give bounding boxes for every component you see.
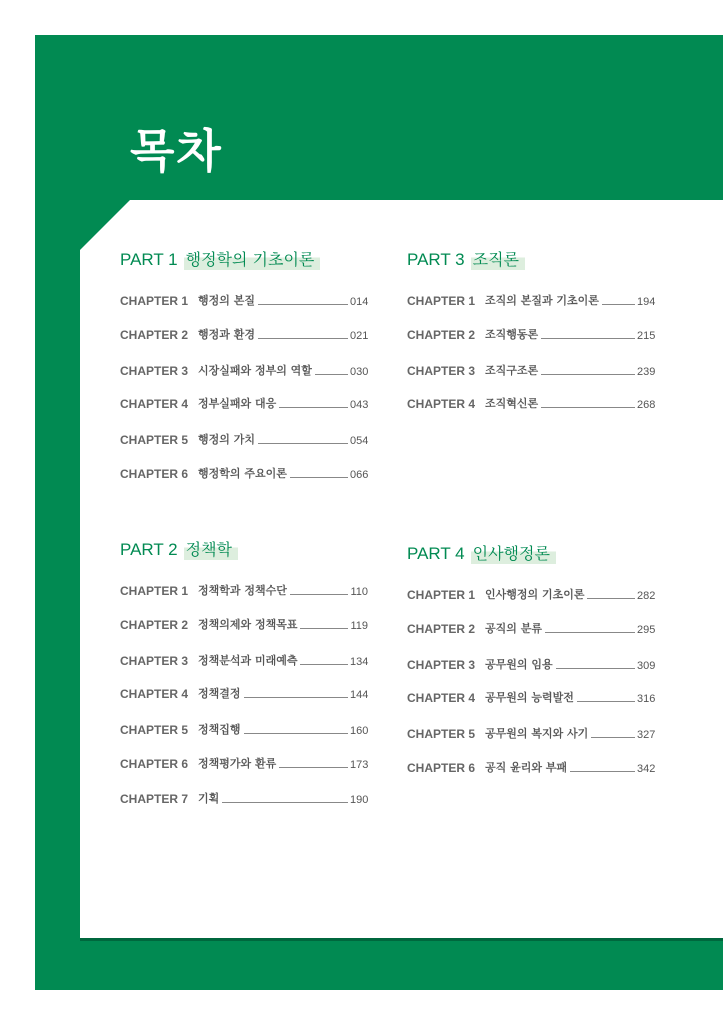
chapter-number: CHAPTER 1 (120, 294, 189, 308)
chapter-number: CHAPTER 3 (407, 364, 476, 378)
part-name: 인사행정론 (471, 541, 556, 564)
leader-line (315, 374, 348, 375)
part-heading (120, 247, 320, 270)
leader-line (570, 771, 635, 772)
chapter-title: 공직 윤리와 부패 (485, 761, 568, 774)
leader-line (556, 668, 635, 669)
leader-line (258, 443, 348, 444)
chapter-title: 조직혁신론 (485, 397, 539, 410)
toc-entry[interactable] (407, 759, 655, 775)
page-number: 194 (637, 296, 656, 308)
page-number: 215 (637, 330, 656, 342)
chapter-number: CHAPTER 2 (120, 328, 189, 342)
part-label: PART 2 (120, 540, 178, 559)
page-number: 030 (350, 366, 369, 378)
page-number: 021 (350, 330, 369, 342)
chapter-number: CHAPTER 2 (120, 618, 189, 632)
chapter-number: CHAPTER 1 (407, 294, 476, 308)
leader-line (300, 664, 348, 665)
leader-line (541, 338, 635, 339)
chapter-title: 행정의 본질 (198, 294, 255, 307)
leader-line (279, 407, 348, 408)
chapter-number: CHAPTER 5 (120, 723, 189, 737)
leader-line (279, 767, 348, 768)
page-number: 239 (637, 366, 656, 378)
chapter-title: 정책평가와 환류 (198, 757, 277, 770)
chapter-title: 정책집행 (198, 723, 241, 736)
leader-line (290, 477, 348, 478)
page-number: 295 (637, 624, 656, 636)
toc-entry[interactable] (120, 685, 368, 701)
part-label: PART 3 (407, 250, 465, 269)
toc-entry[interactable] (120, 431, 368, 447)
toc-entry[interactable] (120, 582, 368, 598)
chapter-title: 정책의제와 정책목표 (198, 618, 298, 631)
page-number: 342 (637, 763, 656, 775)
chapter-title: 행정학의 주요이론 (198, 467, 287, 480)
part-heading (407, 541, 556, 564)
leader-line (258, 304, 348, 305)
chapter-title: 행정의 가치 (198, 433, 255, 446)
page-number: 144 (350, 689, 369, 701)
leader-line (300, 628, 348, 629)
chapter-title: 공무원의 능력발전 (485, 691, 574, 704)
leader-line (290, 594, 348, 595)
chapter-title: 정책분석과 미래예측 (198, 654, 298, 667)
toc-entry[interactable] (407, 326, 655, 342)
toc-entry[interactable] (407, 620, 655, 636)
chapter-number: CHAPTER 1 (407, 588, 476, 602)
page-number: 190 (350, 794, 369, 806)
part-name: 조직론 (471, 247, 525, 270)
toc-entry[interactable] (407, 689, 655, 705)
chapter-number: CHAPTER 6 (120, 757, 189, 771)
page-number: 014 (350, 296, 369, 308)
leader-line (591, 737, 635, 738)
toc-entry[interactable] (120, 790, 368, 806)
part-label: PART 1 (120, 250, 178, 269)
chapter-number: CHAPTER 4 (120, 397, 189, 411)
chapter-title: 행정과 환경 (198, 328, 255, 341)
leader-line (244, 733, 348, 734)
toc-entry[interactable] (407, 656, 655, 672)
page-title: 목차 (130, 124, 223, 178)
chapter-title: 시장실패와 정부의 역할 (198, 364, 312, 377)
toc-entry[interactable] (120, 616, 368, 632)
leader-line (244, 697, 348, 698)
chapter-number: CHAPTER 1 (120, 584, 189, 598)
leader-line (258, 338, 348, 339)
page-number: 316 (637, 693, 656, 705)
page-number: 160 (350, 725, 369, 737)
chapter-title: 정책결정 (198, 687, 241, 700)
chapter-title: 조직의 본질과 기초이론 (485, 294, 599, 307)
leader-line (541, 407, 635, 408)
page-number: 043 (350, 399, 369, 411)
toc-entry[interactable] (120, 465, 368, 481)
leader-line (541, 374, 635, 375)
page-number: 173 (350, 759, 369, 771)
part-name: 정책학 (184, 537, 238, 560)
chapter-title: 기획 (198, 792, 220, 805)
chapter-number: CHAPTER 6 (120, 467, 189, 481)
page-number: 268 (637, 399, 656, 411)
chapter-title: 정부실패와 대응 (198, 397, 277, 410)
part-label: PART 4 (407, 544, 465, 563)
chapter-number: CHAPTER 2 (407, 328, 476, 342)
toc-entry[interactable] (407, 362, 655, 378)
chapter-number: CHAPTER 5 (407, 727, 476, 741)
chapter-title: 공무원의 복지와 사기 (485, 727, 589, 740)
toc-entry[interactable] (120, 652, 368, 668)
toc-entry[interactable] (407, 292, 655, 308)
page-number: 054 (350, 435, 369, 447)
chapter-number: CHAPTER 7 (120, 792, 189, 806)
leader-line (577, 701, 635, 702)
chapter-number: CHAPTER 4 (120, 687, 189, 701)
chapter-title: 공무원의 임용 (485, 658, 553, 671)
leader-line (545, 632, 635, 633)
toc-entry[interactable] (120, 395, 368, 411)
toc-entry[interactable] (120, 292, 368, 308)
toc-card (80, 200, 723, 938)
part-heading (120, 537, 238, 560)
chapter-number: CHAPTER 3 (120, 654, 189, 668)
chapter-number: CHAPTER 2 (407, 622, 476, 636)
page-number: 309 (637, 660, 656, 672)
page-number: 110 (350, 586, 368, 598)
toc-entry[interactable] (407, 395, 655, 411)
chapter-number: CHAPTER 4 (407, 397, 476, 411)
chapter-title: 조직행동론 (485, 328, 539, 341)
chapter-number: CHAPTER 3 (120, 364, 189, 378)
chapter-title: 인사행정의 기초이론 (485, 588, 585, 601)
toc-entry[interactable] (120, 326, 368, 342)
toc-entry[interactable] (407, 586, 655, 602)
toc-entry[interactable] (120, 721, 368, 737)
chapter-number: CHAPTER 6 (407, 761, 476, 775)
leader-line (222, 802, 348, 803)
part-name: 행정학의 기초이론 (184, 247, 321, 270)
chapter-title: 조직구조론 (485, 364, 539, 377)
part-heading (407, 247, 525, 270)
chapter-number: CHAPTER 3 (407, 658, 476, 672)
leader-line (587, 598, 635, 599)
chapter-title: 공직의 분류 (485, 622, 542, 635)
page-number: 119 (350, 620, 368, 632)
page-number: 066 (350, 469, 369, 481)
page-number: 134 (350, 656, 369, 668)
chapter-number: CHAPTER 5 (120, 433, 189, 447)
toc-entry[interactable] (120, 755, 368, 771)
page-number: 282 (637, 590, 656, 602)
chapter-number: CHAPTER 4 (407, 691, 476, 705)
toc-entry[interactable] (407, 725, 655, 741)
page-number: 327 (637, 729, 656, 741)
leader-line (602, 304, 635, 305)
toc-entry[interactable] (120, 362, 368, 378)
chapter-title: 정책학과 정책수단 (198, 584, 287, 597)
